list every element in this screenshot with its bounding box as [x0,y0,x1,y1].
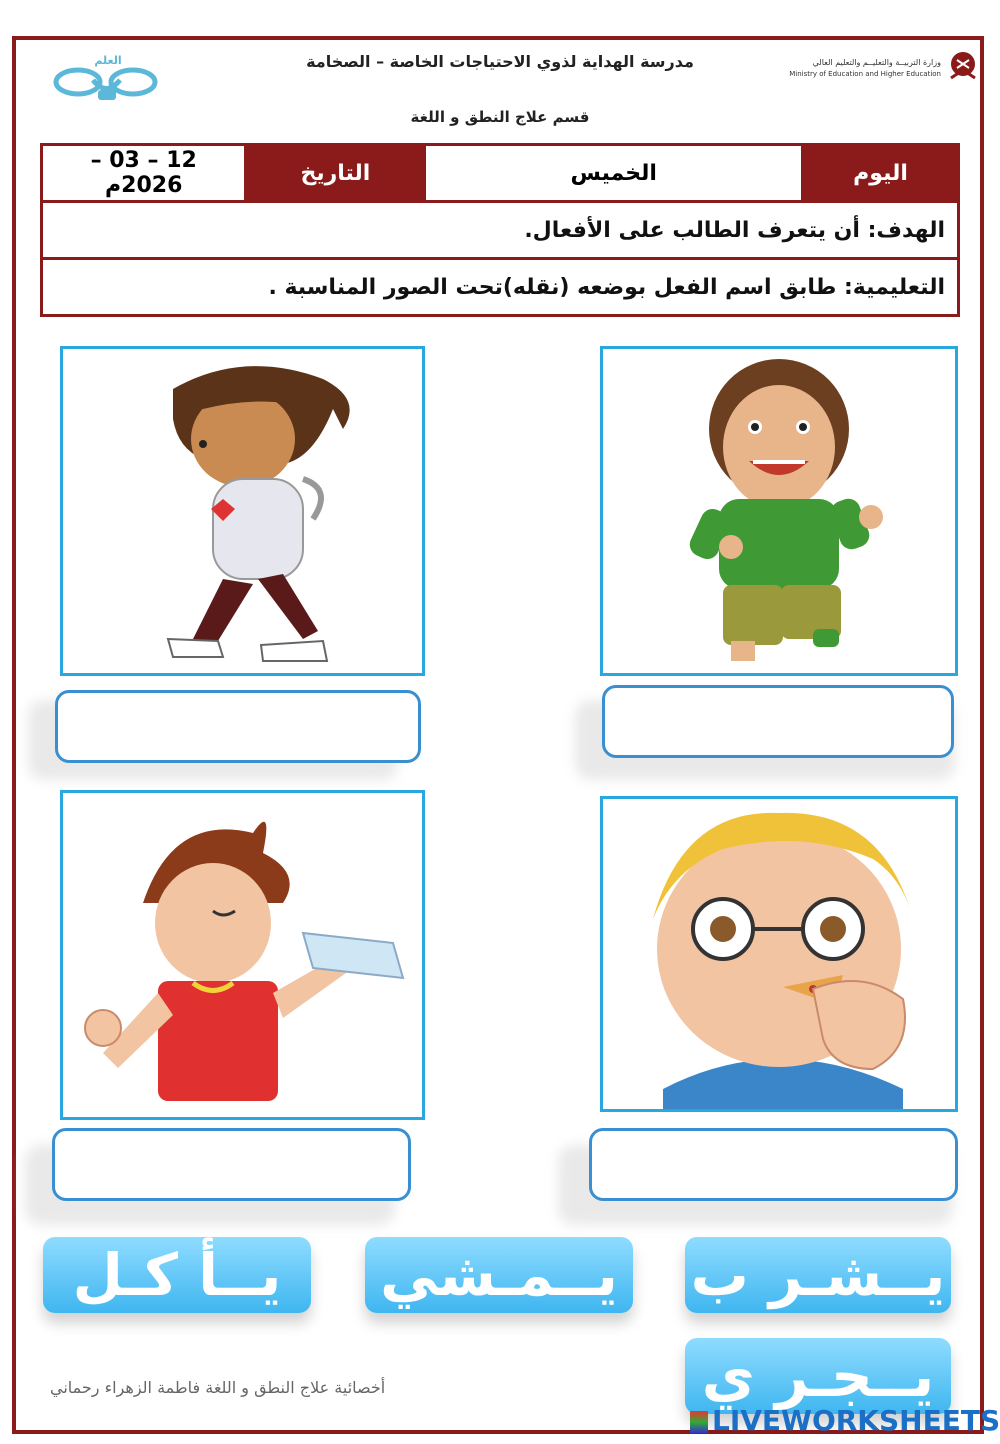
walking-boy-image [63,349,422,673]
running-boy-image [603,349,955,673]
liveworksheets-brand[interactable]: LIVEWORKSHEETS [690,1404,1000,1437]
liveworksheets-icon [690,1411,708,1433]
answer-box-running[interactable] [602,685,954,758]
date-value: 12 – 03 – 2026م [42,145,246,202]
card-drinking-boy [60,790,425,1120]
answer-box-drinking[interactable] [52,1128,411,1201]
ministry-name-ar: وزارة التربيــة والتعليــم والتعليم العالي [812,58,941,67]
date-label: التاريخ [246,145,425,202]
day-value: الخميس [425,145,803,202]
author-credit: أخصائية علاج النطق و اللغة فاطمة الزهراء رحماني [50,1378,386,1397]
school-logo [48,52,166,102]
card-running-boy [600,346,958,676]
eating-boy-image [603,799,955,1109]
drinking-boy-image [63,793,422,1117]
day-label: اليوم [803,145,959,202]
ministry-logo [789,48,983,93]
word-tile-walks[interactable]: يــمـشي [365,1237,633,1313]
answer-box-walking[interactable] [55,690,421,763]
department-name: قسم علاج النطق و اللغة [410,108,590,126]
info-table [40,143,960,317]
ministry-name-en: Ministry of Education and Higher Education [789,70,941,78]
instruction-text: التعليمية: طابق اسم الفعل بوضعه (نقله)تحت الصور المناسبة . [42,259,959,316]
emblem-icon [943,48,983,88]
school-name: مدرسة الهداية لذوي الاحتياجات الخاصة – الصخامة [306,52,694,71]
card-walking-boy [60,346,425,676]
card-eating-boy [600,796,958,1112]
goal-text: الهدف: أن يتعرف الطالب على الأفعال. [42,202,959,259]
word-tile-eats[interactable]: يــأ كـل [43,1237,311,1313]
answer-box-eating[interactable] [589,1128,958,1201]
word-tile-runs[interactable]: يــجـر ي [685,1338,951,1414]
word-tile-drinks[interactable]: يــشـر ب [685,1237,951,1313]
logo-text: العلم [94,54,122,67]
